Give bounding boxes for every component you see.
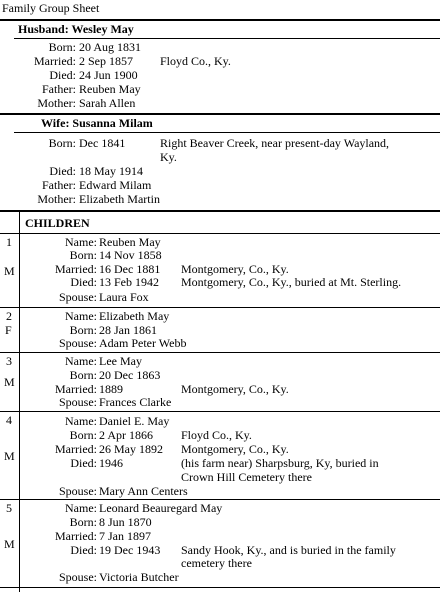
wife-died: 18 May 1914 (79, 164, 143, 178)
child-3-born-label: Born: (69, 368, 97, 382)
wife-died-label: Died: (49, 164, 76, 178)
child-3-married: 1889 (99, 382, 123, 396)
child-1-died: 13 Feb 1942 (99, 275, 159, 289)
husband-died-label: Died: (49, 68, 76, 82)
child-3-sex: M (4, 375, 15, 389)
child-1-spouse-label: Spouse: (58, 290, 97, 304)
child-5-born: 8 Jun 1870 (99, 515, 152, 529)
child-3-name-label: Name: (65, 354, 97, 368)
child-5-spouse: Victoria Butcher (99, 570, 179, 584)
child-5-married: 7 Jan 1897 (99, 529, 151, 543)
child-5-died-place-cont: cemetery there (181, 556, 252, 570)
child-4-born-place: Floyd Co., Ky. (181, 428, 252, 442)
child-4-died-place-cont: Crown Hill Cemetery there (181, 470, 312, 484)
child-4-died: 1946 (99, 456, 123, 470)
child-5-died: 19 Dec 1943 (99, 543, 161, 557)
child-3-rule (0, 352, 440, 353)
husband-born: 20 Aug 1831 (79, 40, 142, 54)
children-top-rule (0, 210, 440, 212)
husband-father-label: Father: (42, 82, 76, 96)
child-1-married-label: Married: (55, 262, 97, 276)
child-1-married: 16 Dec 1881 (99, 262, 161, 276)
child-5-died-place: Sandy Hook, Ky., and is buried in the family (181, 543, 396, 557)
child-4-born: 2 Apr 1866 (99, 428, 153, 442)
child-5-sex: M (4, 537, 15, 551)
child-4-died-place: (his farm near) Sharpsburg, Ky, buried in (181, 456, 379, 470)
child-2-name-label: Name: (65, 309, 97, 323)
child-4-sex: M (4, 449, 15, 463)
child-4-number: 4 (6, 413, 12, 427)
husband-married-place: Floyd Co., Ky. (160, 54, 231, 68)
child-4-died-label: Died: (70, 456, 97, 470)
wife-mother: Elizabeth Martin (79, 192, 160, 206)
child-2-name: Elizabeth May (99, 309, 170, 323)
child-1-born: 14 Nov 1858 (99, 248, 162, 262)
child-2-sex: F (5, 323, 12, 337)
child-2-born-label: Born: (69, 323, 97, 337)
child-3-number: 3 (6, 354, 12, 368)
child-2-spouse-label: Spouse: (58, 336, 97, 350)
wife-mother-label: Mother: (37, 192, 76, 206)
child-4-name-label: Name: (65, 414, 97, 428)
child-5-spouse-label: Spouse: (58, 570, 97, 584)
child-3-name: Lee May (99, 354, 142, 368)
child-2-rule (0, 307, 440, 308)
child-1-died-label: Died: (70, 275, 97, 289)
child-1-name-label: Name: (65, 235, 97, 249)
wife-father: Edward Milam (79, 178, 152, 192)
child-4-rule (0, 411, 440, 412)
child-5-died-label: Died: (70, 543, 97, 557)
wife-father-label: Father: (42, 178, 76, 192)
children-header: CHILDREN (25, 216, 90, 230)
sheet-title: Family Group Sheet (2, 1, 100, 15)
child-3-married-label: Married: (55, 382, 97, 396)
wife-header-rule (14, 132, 440, 133)
husband-died: 24 Jun 1900 (79, 68, 138, 82)
husband-married: 2 Sep 1857 (79, 54, 133, 68)
child-1-born-label: Born: (69, 248, 97, 262)
child-3-spouse-label: Spouse: (58, 395, 97, 409)
child-2-born: 28 Jan 1861 (99, 323, 157, 337)
child-4-married-place: Montgomery, Co., Ky. (181, 442, 289, 456)
child-1-name: Reuben May (99, 235, 161, 249)
child-4-married-label: Married: (55, 442, 97, 456)
child-3-spouse: Frances Clarke (99, 395, 172, 409)
children-bottom-rule (0, 587, 440, 588)
child-5-number: 5 (6, 501, 12, 515)
wife-born-label: Born: (48, 136, 76, 150)
husband-header-rule (14, 38, 440, 39)
child-1-married-place: Montgomery, Co., Ky. (181, 262, 289, 276)
child-4-name: Daniel E. May (99, 414, 170, 428)
child-1-spouse: Laura Fox (99, 290, 149, 304)
husband-header: Husband: Wesley May (18, 22, 134, 36)
husband-born-label: Born: (48, 40, 76, 54)
wife-born-place: Right Beaver Creek, near present-day Wayland, (160, 136, 390, 150)
child-1-sex: M (4, 264, 15, 278)
child-4-spouse-label: Spouse: (58, 484, 97, 498)
husband-married-label: Married: (34, 54, 76, 68)
child-5-rule (0, 499, 440, 500)
child-3-born: 20 Dec 1863 (99, 368, 161, 382)
child-5-name-label: Name: (65, 501, 97, 515)
husband-mother-label: Mother: (37, 96, 76, 110)
child-1-died-place: Montgomery, Co., Ky., buried at Mt. Sterling. (181, 275, 402, 289)
husband-top-rule (0, 19, 440, 21)
child-5-born-label: Born: (69, 515, 97, 529)
child-5-married-label: Married: (55, 529, 97, 543)
child-2-spouse: Adam Peter Webb (99, 336, 187, 350)
child-2-number: 2 (6, 309, 12, 323)
husband-mother: Sarah Allen (79, 96, 136, 110)
wife-top-rule (0, 113, 440, 115)
wife-born: Dec 1841 (79, 136, 126, 150)
child-1-rule (0, 233, 440, 234)
wife-born-place-cont: Ky. (160, 150, 177, 164)
child-4-born-label: Born: (69, 428, 97, 442)
child-5-name: Leonard Beauregard May (99, 501, 223, 515)
child-1-number: 1 (6, 235, 12, 249)
child-3-married-place: Montgomery, Co., Ky. (181, 382, 289, 396)
children-column-divider (19, 212, 20, 592)
wife-header: Wife: Susanna Milam (41, 116, 153, 130)
husband-father: Reuben May (79, 82, 141, 96)
child-4-spouse: Mary Ann Centers (99, 484, 188, 498)
child-4-married: 26 May 1892 (99, 442, 163, 456)
